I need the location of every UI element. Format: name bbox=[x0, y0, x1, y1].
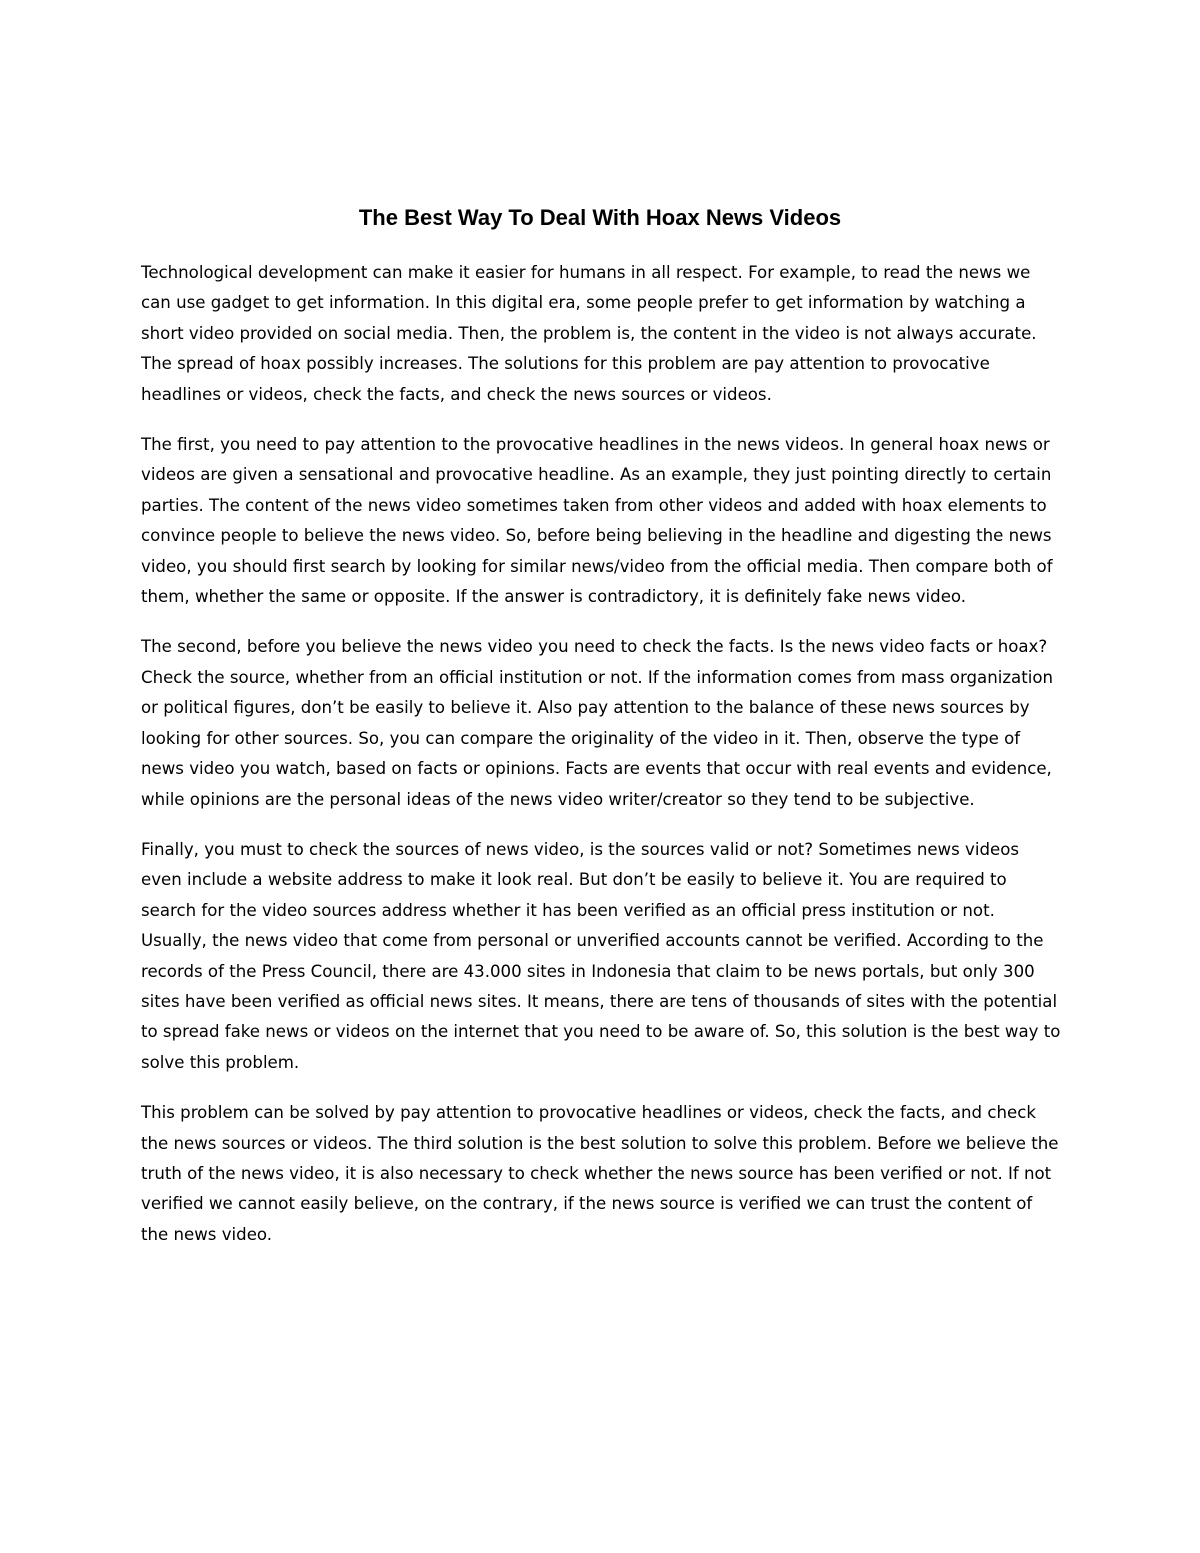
document-title: The Best Way To Deal With Hoax News Videos bbox=[358, 205, 842, 230]
paragraph-conclusion: This problem can be solved by pay attention to provocative headlines or videos, check the facts, and check the news sources or videos. The third solution is the best solution to solve this problem. Before we believe the truth of the news video, it is also necessary to check whether the news source has been verified or not. If not verified we cannot easily believe, on the contrary, if the news source is verified we can trust the content of the news video. bbox=[141, 1103, 1059, 1244]
paragraph-introduction: Technological development can make it easier for humans in all respect. For example, to read the news we can use gadget to get information. In this digital era, some people prefer to get information by watching a short video provided on social media. Then, the problem is, the content in the video is not always accurate. The spread of hoax possibly increases. The solutions for this problem are pay attention to provocative headlines or videos, check the facts, and check the news sources or videos. bbox=[141, 263, 1037, 404]
paragraph-first-solution: The first, you need to pay attention to the provocative headlines in the news videos. In general hoax news or videos are given a sensational and provocative headline. As an example, they just pointing directly to certain parties. The content of the news video sometimes taken from other videos and added with hoax elements to convince people to believe the news video. So, before being believing in the headline and digesting the news video, you should first search by looking for similar news/video from the official media. Then compare both of them, whether the same or opposite. If the answer is contradictory, it is definitely fake news video. bbox=[141, 435, 1053, 607]
paragraph-third-solution: Finally, you must to check the sources of news video, is the sources valid or not? Sometimes news videos even include a website address to make it look real. But don’t be easily to believe it. You are required to search for the video sources address whether it has been verified as an official press institution or not. Usually, the news video that come from personal or unverified accounts cannot be verified. According to the records of the Press Council, there are 43.000 sites in Indonesia that claim to be news portals, but only 300 sites have been verified as official news sites. It means, there are tens of thousands of sites with the potential to spread fake news or videos on the internet that you need to be aware of. So, this solution is the best way to solve this problem. bbox=[141, 839, 1061, 1072]
document-body bbox=[141, 258, 1063, 1270]
paragraph-second-solution: The second, before you believe the news video you need to check the facts. Is the news video facts or hoax? Check the source, whether from an official institution or not. If the information comes from mass organization or political figures, don’t be easily to believe it. Also pay attention to the balance of these news sources by looking for other sources. So, you can compare the originality of the video in it. Then, observe the type of news video you watch, based on facts or opinions. Facts are events that occur with real events and evidence, while opinions are the personal ideas of the news video writer/creator so they tend to be subjective. bbox=[141, 637, 1053, 809]
